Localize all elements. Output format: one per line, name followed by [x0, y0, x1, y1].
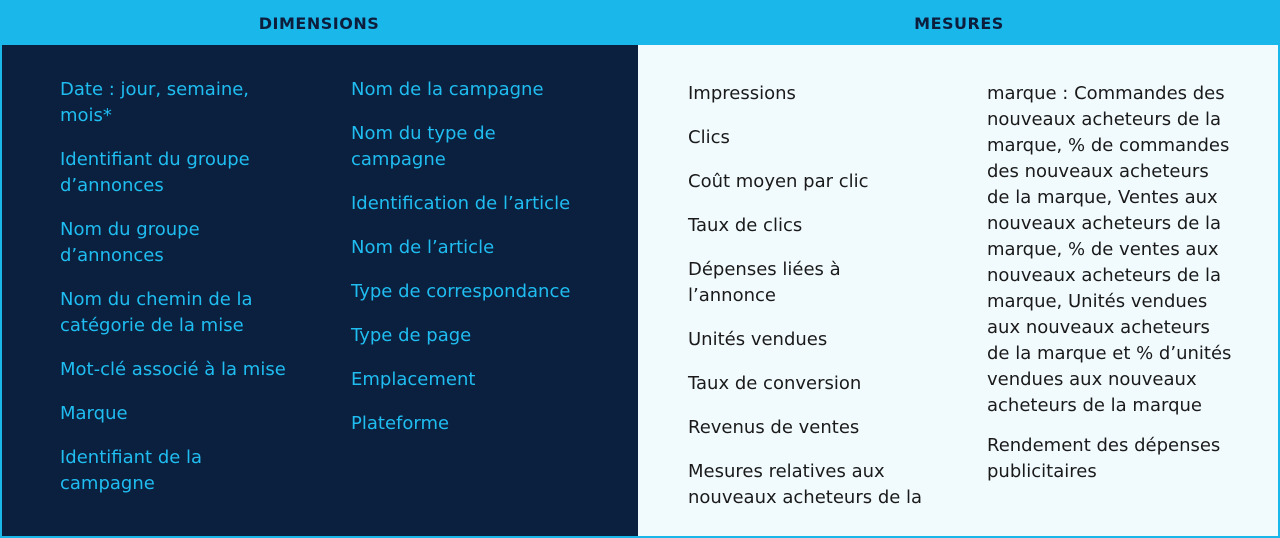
list-item: Taux de clics — [688, 215, 803, 236]
list-item: Date : jour, semaine, mois* — [60, 79, 250, 126]
list-item: Identification de l’article — [351, 193, 571, 214]
list-item: Plateforme — [351, 413, 450, 434]
list-item: Dépenses liées à l’annonce — [688, 259, 841, 306]
list-item: Revenus de ventes — [688, 417, 860, 438]
list-item: Type de page — [351, 325, 472, 346]
dimensions-header: DIMENSIONS — [258, 14, 380, 33]
list-item: Nom de l’article — [351, 237, 495, 258]
list-item: Nom du type de campagne — [351, 123, 496, 170]
table-header — [0, 0, 1280, 45]
list-item: Clics — [688, 127, 730, 148]
list-item: Identifiant du groupe d’annonces — [60, 149, 250, 196]
list-item: Unités vendues — [688, 329, 828, 350]
list-item: Coût moyen par clic — [688, 171, 869, 192]
dimensions-panel — [0, 45, 638, 538]
list-item: Identifiant de la campagne — [60, 447, 203, 494]
list-item: Type de correspondance — [351, 281, 571, 302]
list-item: Marque — [60, 403, 128, 424]
list-item: Emplacement — [351, 369, 476, 390]
list-item: Rendement des dépenses publicitaires — [987, 435, 1221, 482]
list-item: Mesures relatives aux nouveaux acheteurs de la — [688, 461, 923, 508]
list-item: Nom du groupe d’annonces — [60, 219, 200, 266]
list-item: marque : Commandes des nouveaux acheteurs de la marque, % de commandes des nouveaux acheteurs de la marque, Ventes aux nouveaux acheteurs de la marque, % de ventes aux nouveaux acheteurs de la marque, Unités vendues aux nouveaux acheteurs de la marque et % d’unités vendues aux nouveaux acheteurs de la marque — [987, 83, 1232, 416]
list-item: Nom de la campagne — [351, 79, 544, 100]
list-item: Nom du chemin de la catégorie de la mise — [60, 289, 253, 336]
mesures-header: MESURES — [914, 14, 1004, 33]
list-item: Mot-clé associé à la mise — [60, 359, 286, 380]
mesures-panel — [638, 45, 1280, 538]
list-item: Impressions — [688, 83, 796, 104]
list-item: Taux de conversion — [688, 373, 862, 394]
